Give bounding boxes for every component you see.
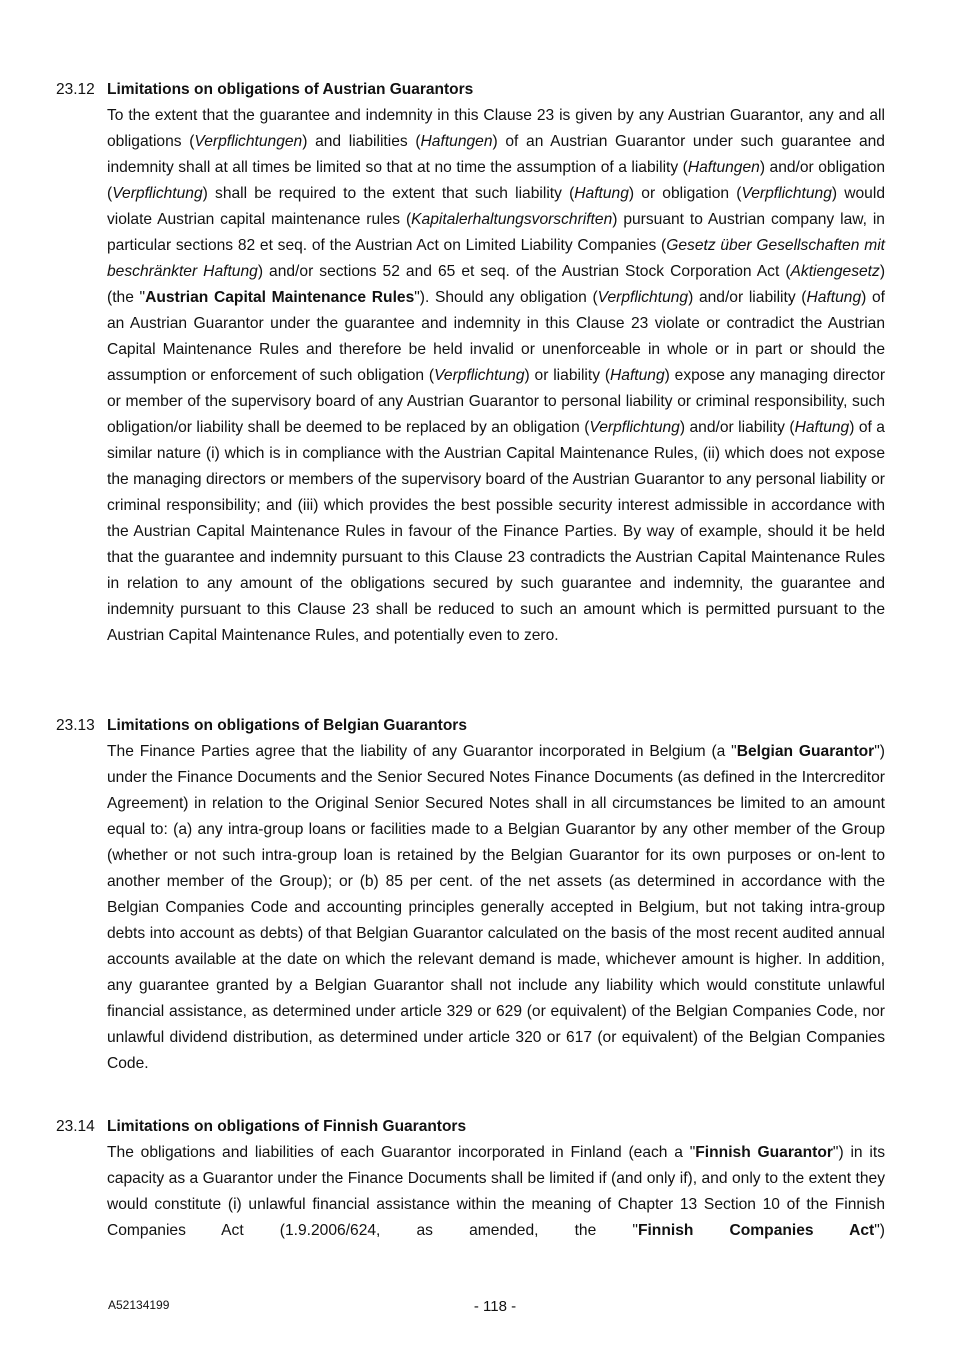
clause-text: ) and liabilities ( (302, 133, 421, 150)
clause-heading (56, 1114, 886, 1140)
clause-number: 23.13 (56, 717, 95, 734)
clause-text: ") in its capacity as a Guarantor under the Finance Documents shall be limited if (and only if), and only to the extent they would constitute (i) unlawful financial assistance within the meaning of Chapter 13 Section 10 of the Finnish Companies Act (1.9.2006/624, as amended, the " (107, 1144, 885, 1239)
clause-23-14 (56, 1114, 886, 1244)
document-reference: A52134199 (108, 1298, 170, 1312)
italic-term: Haftung (806, 289, 862, 306)
clause-23-12 (56, 77, 886, 649)
defined-term: Belgian Guarantor (736, 743, 875, 760)
clause-title: Limitations on obligations of Austrian Guarantors (107, 81, 474, 98)
clause-body (107, 103, 885, 649)
clause-text: ) of a similar nature (i) which is in compliance with the Austrian Capital Maintenance Rules, (ii) which does not expose the managing directors or members of the supervisory board of the Austrian Guarantor to any personal liability or criminal responsibility; and (iii) which provides the best possible security interest admissible in accordance with the Austrian Capital Maintenance Rules in favour of the Finance Parties. By way of example, should it be held that the guarantee and indemnity pursuant to this Clause 23 contradicts the Austrian Capital Maintenance Rules in relation to any amount of the obligations secured by such guarantee and indemnity, the guarantee and indemnity pursuant to this Clause 23 shall be reduced to such an amount which is permitted pursuant to the Austrian Capital Maintenance Rules, and potentially even to zero. (107, 419, 885, 644)
italic-term: Verpflichtung (434, 367, 525, 384)
clause-text: ") under the Finance Documents and the Senior Secured Notes Finance Documents (as defined in the Intercreditor Agreement) in relation to the Original Senior Secured Notes shall in all circumstances be limited to an amount equal to: (a) any intra-group loans or facilities made to a Belgian Guarantor by any other member of the Group (whether or not such intra-group loan is retained by the Belgian Guarantor for its own purposes or on-lent to another member of the Group); or (b) 85 per cent. of the net assets (as determined in accordance with the Belgian Companies Code and accounting principles generally accepted in Belgium, but not taking intra-group debts into account as debts) of that Belgian Guarantor calculated on the basis of the most recent audited annual accounts available at the date on which the relevant demand is made, whichever amount is higher. In addition, any guarantee granted by a Belgian Guarantor shall not include any liability which would constitute unlawful financial assistance, as determined under article 329 or 629 (or equivalent) of the Belgian Companies Code, nor unlawful dividend distribution, as determined under article 320 or 617 (or equivalent) of the Belgian Companies Code. (107, 743, 885, 1072)
defined-term: Finnish Companies Act (637, 1222, 875, 1239)
clause-text: ) and/or obligation ( (107, 159, 885, 202)
clause-text: To the extent that the guarantee and indemnity in this Clause 23 is given by any Austrian Guarantor, any and all obligations ( (107, 107, 885, 150)
italic-term: Verpflichtung (112, 185, 203, 202)
clause-number: 23.12 (56, 81, 95, 98)
clause-text: ) pursuant to Austrian company law, in particular sections 82 et seq. of the Austrian Act on Limited Liability Companies ( (107, 211, 885, 254)
clause-title: Limitations on obligations of Belgian Guarantors (107, 717, 467, 734)
italic-term: Haftungen (687, 159, 760, 176)
italic-term: Verpflichtung (597, 289, 689, 306)
clause-text: The Finance Parties agree that the liability of any Guarantor incorporated in Belgium (a " (107, 743, 737, 760)
clause-text: ) of an Austrian Guarantor under the guarantee and indemnity in this Clause 23 violate or contradict the Austrian Capital Maintenance Rules and therefore be held invalid or unenforceable in whole or in part or should the assumption or enforcement of such obligation ( (107, 289, 885, 384)
clause-body (107, 739, 885, 1077)
clause-heading (56, 713, 886, 739)
italic-term: Haftung (794, 419, 850, 436)
clause-text: ) expose any managing director or member of the supervisory board of any Austrian Guarantor to personal liability or criminal responsibility, such obligation/or liability shall be deemed to be replaced by an obligation ( (107, 367, 886, 436)
clause-text: ) would violate Austrian capital maintenance rules ( (107, 185, 885, 228)
italic-term: Gesetz über Gesellschaften mit beschränkter Haftung (107, 237, 885, 280)
clause-text: ) and/or sections 52 and 65 et seq. of the Austrian Stock Corporation Act ( (257, 263, 791, 280)
clause-number: 23.14 (56, 1118, 95, 1135)
clause-text: ") (874, 1222, 885, 1239)
clause-text: ) shall be required to the extent that such liability ( (202, 185, 575, 202)
clause-text: The obligations and liabilities of each Guarantor incorporated in Finland (each a " (107, 1144, 696, 1161)
clause-text: ) and/or liability ( (679, 419, 795, 436)
clause-text: ) or obligation ( (628, 185, 742, 202)
clause-title: Limitations on obligations of Finnish Guarantors (107, 1118, 467, 1135)
italic-term: Verpflichtungen (194, 133, 303, 150)
italic-term: Verpflichtung (589, 419, 680, 436)
defined-term: Finnish Guarantor (695, 1144, 833, 1161)
clause-text: ) and/or liability ( (688, 289, 807, 306)
italic-term: Haftungen (420, 133, 493, 150)
italic-term: Kapitalerhaltungsvorschriften (411, 211, 613, 228)
clause-text: ) (the " (107, 263, 886, 306)
clause-text: ) or liability ( (524, 367, 611, 384)
italic-term: Verpflichtung (741, 185, 832, 202)
clause-heading (56, 77, 886, 103)
clause-text: "). Should any obligation ( (414, 289, 598, 306)
italic-term: Haftung (574, 185, 629, 202)
defined-term: Austrian Capital Maintenance Rules (145, 289, 415, 306)
italic-term: Aktiengesetz (790, 263, 880, 280)
italic-term: Haftung (610, 367, 665, 384)
page-number: - 118 - (473, 1298, 517, 1315)
clause-text: ) of an Austrian Guarantor under such guarantee and indemnity shall at all times be limited so that at no time the assumption of a liability ( (107, 133, 885, 176)
clause-body (107, 1140, 885, 1244)
clause-23-13 (56, 713, 886, 1077)
